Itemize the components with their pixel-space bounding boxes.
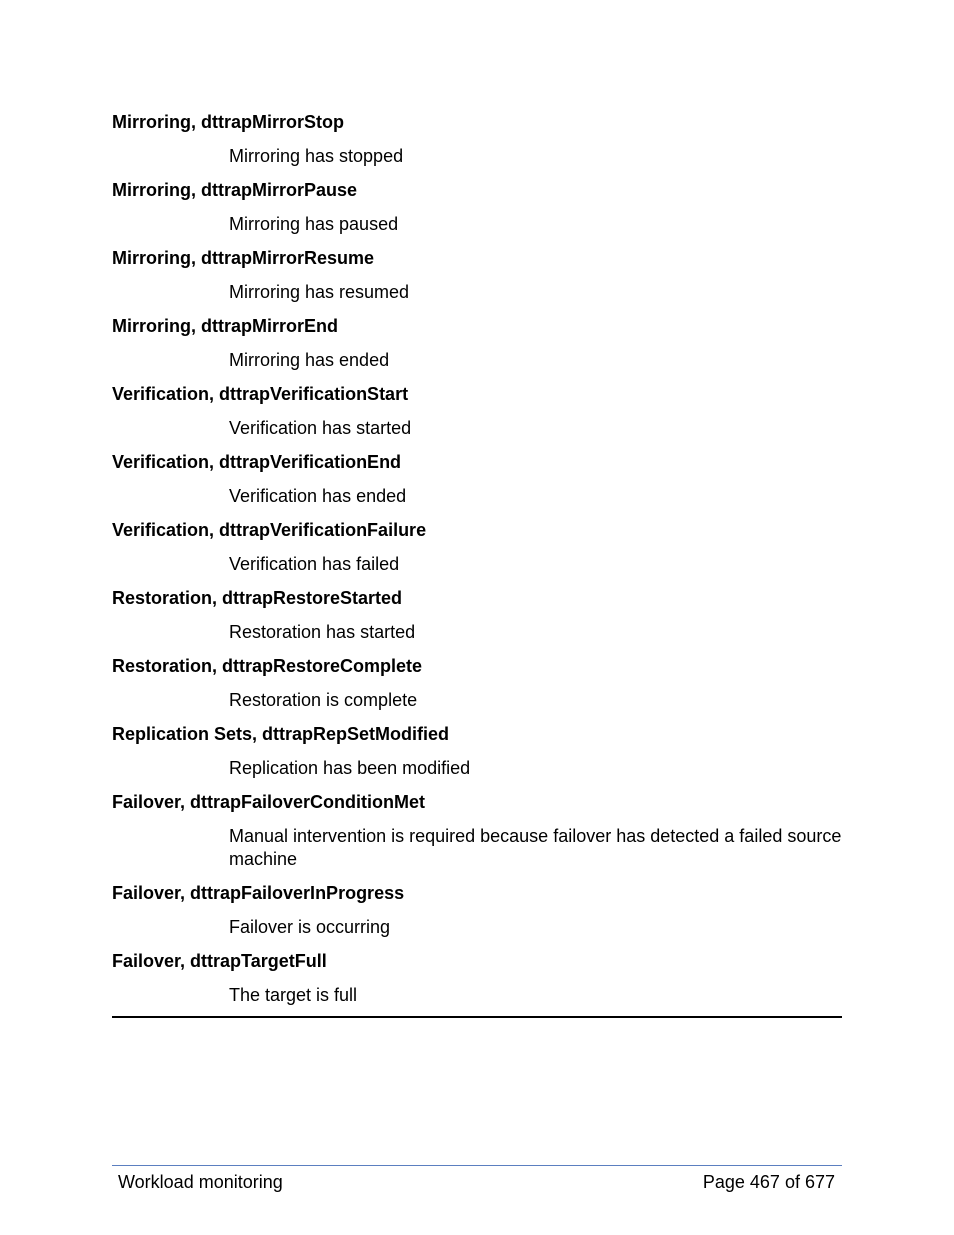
- entry-description: Failover is occurring: [229, 917, 391, 937]
- entry-mirror-stop: [112, 111, 842, 168]
- entry-description: The target is full: [229, 985, 358, 1005]
- section-end-rule: [112, 1016, 842, 1018]
- entry-description: Replication has been modified: [229, 758, 471, 778]
- entry-failover-in-progress: [112, 882, 842, 939]
- entry-description: Manual intervention is required because failover has detected a failed source machine: [229, 826, 842, 869]
- entry-description: Restoration is complete: [229, 690, 418, 710]
- entry-description: Mirroring has resumed: [229, 282, 410, 302]
- entry-term: Verification, dttrapVerificationEnd: [112, 452, 402, 472]
- entry-term: Restoration, dttrapRestoreComplete: [112, 656, 423, 676]
- entry-verification-start: [112, 383, 842, 440]
- entry-term: Replication Sets, dttrapRepSetModified: [112, 724, 450, 744]
- entry-term: Mirroring, dttrapMirrorStop: [112, 112, 344, 132]
- entry-term: Failover, dttrapTargetFull: [112, 951, 327, 971]
- entry-description: Verification has started: [229, 418, 412, 438]
- trap-definition-list: [112, 111, 842, 1018]
- entry-mirror-pause: [112, 179, 842, 236]
- entry-term: Failover, dttrapFailoverConditionMet: [112, 792, 426, 812]
- entry-description: Restoration has started: [229, 622, 416, 642]
- entry-description: Mirroring has ended: [229, 350, 390, 370]
- entry-description: Verification has ended: [229, 486, 407, 506]
- entry-description: Verification has failed: [229, 554, 400, 574]
- entry-failover-condition-met: [112, 791, 842, 871]
- entry-term: Mirroring, dttrapMirrorPause: [112, 180, 358, 200]
- entry-mirror-end: [112, 315, 842, 372]
- entry-term: Mirroring, dttrapMirrorEnd: [112, 316, 338, 336]
- footer-page-number: Page 467 of 677: [702, 1172, 835, 1192]
- footer-section-title: Workload monitoring: [118, 1172, 283, 1192]
- entry-restore-started: [112, 587, 842, 644]
- entry-term: Verification, dttrapVerificationStart: [112, 384, 409, 404]
- entry-term: Mirroring, dttrapMirrorResume: [112, 248, 375, 268]
- footer-divider: [112, 1165, 842, 1166]
- entry-description: Mirroring has stopped: [229, 146, 404, 166]
- entry-target-full: [112, 950, 842, 1007]
- entry-repset-modified: [112, 723, 842, 780]
- entry-mirror-resume: [112, 247, 842, 304]
- entry-description: Mirroring has paused: [229, 214, 399, 234]
- entry-term: Verification, dttrapVerificationFailure: [112, 520, 427, 540]
- entry-verification-end: [112, 451, 842, 508]
- entry-restore-complete: [112, 655, 842, 712]
- entry-verification-failure: [112, 519, 842, 576]
- entry-term: Failover, dttrapFailoverInProgress: [112, 883, 405, 903]
- entry-term: Restoration, dttrapRestoreStarted: [112, 588, 403, 608]
